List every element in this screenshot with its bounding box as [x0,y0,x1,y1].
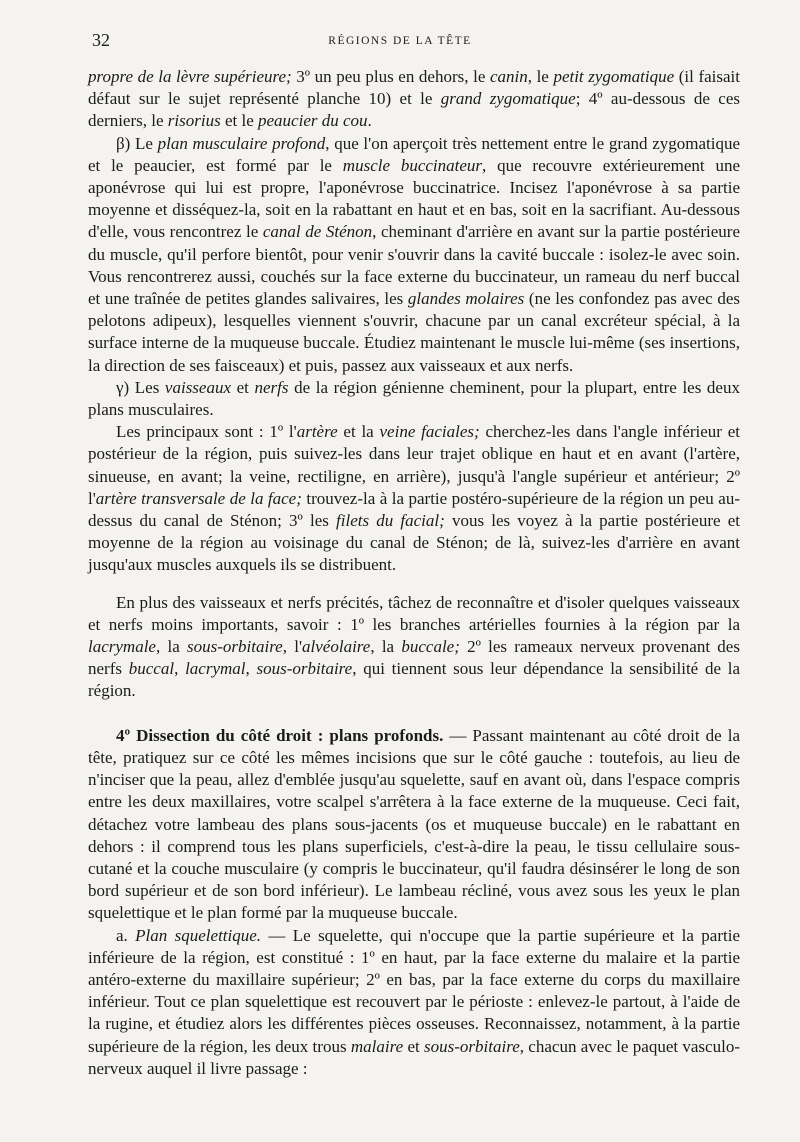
text-run: (ne les confondez pas avec des pelotons adipeux), lesquelles viennent s'ouvrir, chacune par un canal excréteur spécial, à la surface interne de la muqueuse buccale. Étudiez maintenant le muscle lui-même (ses insertions, la direction de ses faisceaux) et puis, passez aux vaisseaux et aux nerfs. [88,289,740,375]
text-run: et [403,1036,425,1056]
text-run: , l' [282,637,303,657]
paragraph [88,66,740,133]
text-run: , que l'on aperçoit très nettement entre le grand zygomatique et le peaucier, est formé par le [88,133,740,175]
italic-term: Plan squelettique. [135,925,262,945]
italic-term: petit zygomatique [553,67,675,86]
text-run: En plus des vaisseaux et nerfs précités, tâchez de reconnaître et d'isoler quelques vaisseaux et nerfs moins importants, savoir : 1º les branches artérielles fournies à la région par la [88,592,740,634]
text-run: , [245,659,257,679]
italic-term: buccal [128,659,175,679]
italic-term: alvéolaire [302,637,371,657]
text-run: β) Le [116,133,158,153]
italic-term: sous-orbitaire [424,1036,520,1056]
italic-term: sous-orbitaire [256,659,353,679]
text-run: ; 4º au-dessous de ces derniers, le [88,89,741,131]
italic-term: risorius [167,111,221,131]
text-run: trouvez-la à la partie postéro-supérieure de la région un peu au-dessus du canal de Sténon; 3º les [88,488,740,531]
italic-term: grand zygomatique [440,89,576,109]
text-run: (il faisait défaut sur le sujet représenté planche 10) et le [88,67,740,109]
text-run: cherchez-les dans l'angle inférieur et postérieur de la région, puis suivez-les dans leur trajet oblique en haut et en avant (l'artère, sinueuse, en avant; la veine, rectiligne, en arrière), jusqu'à l'angle supérieur et antérieur; 2º l' [88,422,741,508]
paragraph [88,421,740,576]
text-run: et la [337,422,380,442]
italic-term: artère [296,422,338,442]
paragraph [88,133,740,377]
page-number: 32 [92,30,110,50]
text-run: , la [155,637,188,657]
body-text [88,66,740,1080]
italic-term: nerfs [254,377,289,397]
text-run: et le [220,111,258,131]
text-run: et [231,377,255,397]
italic-term: veine faciales; [379,422,480,442]
running-head: RÉGIONS DE LA TÊTE [328,35,472,47]
italic-term: lacrymale [88,637,156,657]
text-run: vous les voyez à la partie postérieure et moyenne de la région au voisinage du canal de Sténon; de là, suivez-les d'arrière en avant jusqu'aux muscles auxquels ils se distribuent. [88,511,740,575]
italic-term: sous-orbitaire [187,637,283,657]
section-heading: 4º Dissection du côté droit : plans profonds. [116,725,444,745]
italic-term: filets du facial; [336,511,445,531]
paragraph [88,377,740,421]
text-run: . [367,111,372,131]
text-run: , cheminant d'arrière en avant sur la partie postérieure du muscle, qu'il perfore bientôt, pour venir s'ouvrir dans la cavité buccale : isolez-le avec soin. Vous rencontrerez aussi, couchés sur la face externe du buccinateur, un rameau du nerf buccal et une traînée de petites glandes salivaires, les [88,222,740,309]
paragraph [88,925,740,1080]
italic-term: plan musculaire profond [157,133,326,153]
text-run: — Passant maintenant au côté droit de la tête, pratiquez sur ce côté les mêmes incisions que sur le côté gauche : toutefois, au lieu de n'inciser que la peau, allez d'emblée jusqu'au squelette, sauf en avant où, dans l'espace compris entre les deux maxillaires, votre scalpel s'arrêtera à la face externe de la muqueuse. Ceci fait, détachez votre lambeau des plans sous-jacents (os et muqueuse buccale) en le rabattant en dehors : il comprend tous les plans superficiels, c'est-à-dire la peau, le tissu cellulaire sous-cutané et la couche musculaire (y compris le buccinateur, qu'il faudra désinsérer le long de son bord supérieur et de son bord inférieur). Le lambeau récliné, vous avez sous les yeux le plan squelettique et le plan formé par la muqueuse buccale. [88,725,740,923]
text-run: 3º un peu plus en dehors, le [291,67,490,86]
text-run: , la [370,637,402,657]
paragraph [88,592,740,703]
text-run: de la région génienne cheminent, pour la plupart, entre les deux plans musculaires. [88,377,740,420]
italic-term: muscle buccinateur [342,155,483,175]
text-run: , que recouvre extérieurement une aponévrose qui lui est propre, l'aponévrose buccinatrice. Incisez l'aponévrose à sa partie moyenne et disséquez-la, soit en la rabattant en haut et en bas, soit en la sacrifiant. Au-dessous d'elle, vous rencontrez le [88,155,740,242]
paragraph [88,725,740,925]
text-run: a. [116,925,136,945]
text-run: , [174,659,186,679]
text-run: , qui tiennent sous leur dépendance la sensibilité de la région. [88,659,741,701]
italic-term: peaucier du cou [258,111,368,131]
text-run: , chacun avec le paquet vasculo-nerveux auquel il livre passage : [88,1036,740,1078]
italic-term: canal de Sténon [262,222,373,242]
text-run: γ) Les [116,377,165,397]
text-run: , le [527,67,554,86]
text-run: Les principaux sont : 1º l' [116,422,297,442]
italic-term: artère transversale de la face; [95,488,302,508]
text-run: 2º les rameaux nerveux provenant des nerfs [88,637,740,679]
italic-term: malaire [350,1036,404,1056]
italic-term: lacrymal [185,659,246,679]
italic-term: glandes molaires [407,289,525,309]
italic-term: canin [489,67,528,86]
italic-term: buccale; [401,637,460,657]
italic-term: vaisseaux [164,377,232,397]
italic-term: propre de la lèvre supérieure; [88,67,292,86]
text-run: — Le squelette, qui n'occupe que la partie supérieure et la partie inférieure de la région, est constitué : 1º en haut, par la face externe du malaire et la partie antéro-externe du maxillaire supérieur; 2º en bas, par la face externe du corps du maxillaire inférieur. Tout ce plan squelettique est recouvert par le périoste : enlevez-le partout, à l'aide de la rugine, et étudiez alors les différentes pièces osseuses. Reconnaissez, notamment, à la partie supérieure de la région, les deux trous [88,925,740,1056]
